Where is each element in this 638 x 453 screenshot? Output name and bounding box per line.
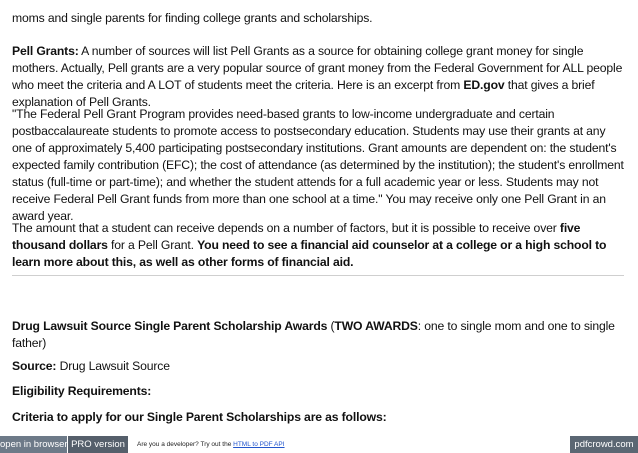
criteria-heading: Criteria to apply for our Single Parent Scholarships are as follows:	[12, 410, 387, 424]
amount-text-1: The amount that a student can receive depends on a number of factors, but it is possible to receive over	[12, 221, 560, 235]
amount-text-2: for a Pell Grant.	[107, 238, 198, 252]
criteria-paragraph	[12, 409, 624, 426]
intro-text: moms and single parents for finding college grants and scholarships.	[12, 11, 373, 25]
developer-promo	[137, 436, 285, 453]
pro-version-button[interactable]: PRO version	[68, 436, 128, 453]
pell-grants-paragraph	[12, 43, 624, 111]
pdfcrowd-footer-bar	[0, 436, 638, 453]
section-divider	[12, 275, 624, 276]
pdfcrowd-brand-link[interactable]: pdfcrowd.com	[570, 436, 638, 453]
pell-quote-paragraph	[12, 106, 624, 225]
pell-body-part-2: that gives a brief explanation of Pell Grants.	[12, 78, 595, 109]
source-value: Drug Lawsuit Source	[56, 359, 170, 373]
grant-amount-paragraph	[12, 220, 624, 271]
two-awards-label: TWO AWARDS	[334, 319, 418, 333]
pell-grants-heading: Pell Grants:	[12, 44, 79, 58]
html-to-pdf-api-link[interactable]: HTML to PDF API	[233, 441, 285, 448]
drug-lawsuit-paragraph	[12, 318, 624, 352]
pell-body-part-1: A number of sources will list Pell Grants as a source for obtaining college grant money for single mothers. Actually, Pell grants are a very popular source of grant money from the Federal Government for ALL people who meet the criteria and A LOT of students meet the criteria. Here is an excerpt from	[12, 44, 623, 92]
pell-quote-text: "The Federal Pell Grant Program provides need-based grants to low-income undergraduate and certain postbaccalaureate students to promote access to postsecondary education. Students may use their grants at any one of approximately 5,400 participating postsecondary institutions. Grant amounts are dependent on: the student's expected family contribution (EFC); the cost of attendance (as determined by the institution); the student's enrollment status (full-time or part-time); and whether the student attends for a full academic year or less. Students may not receive Federal Pell Grant funds from more than one school at a time." You may receive only one Pell Grant in an award year.	[12, 107, 624, 223]
drug-text-2: : one to single mom and one to single father)	[12, 319, 615, 350]
amount-bold-five-thousand: five thousand dollars	[12, 221, 581, 252]
eligibility-heading: Eligibility Requirements:	[12, 384, 152, 398]
drug-text-1: (	[327, 319, 335, 333]
open-in-browser-button[interactable]: open in browser	[0, 436, 67, 453]
promo-text: Are you a developer? Try out the	[137, 441, 234, 448]
amount-bold-advice: You need to see a financial aid counselor at a college or a high school to learn more about this, as well as other forms of financial aid.	[12, 238, 607, 269]
source-label: Source:	[12, 359, 57, 373]
ed-gov-source: ED.gov	[463, 78, 505, 92]
intro-paragraph	[12, 10, 624, 27]
drug-lawsuit-title: Drug Lawsuit Source Single Parent Scholarship Awards	[12, 319, 328, 333]
eligibility-paragraph	[12, 383, 624, 400]
source-paragraph	[12, 358, 624, 375]
